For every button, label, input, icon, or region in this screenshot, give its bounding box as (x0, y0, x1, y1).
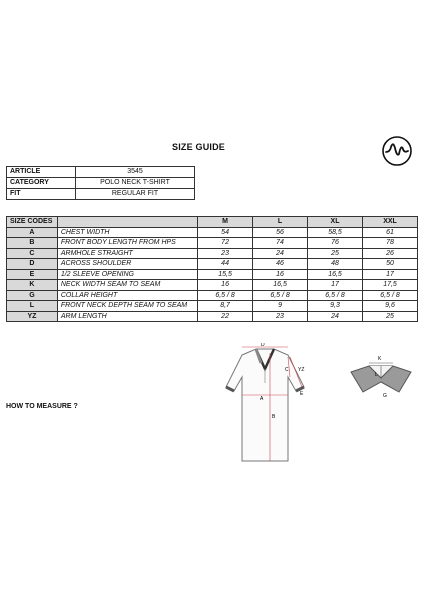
value-xxl: 50 (363, 259, 418, 270)
value-xl: 76 (308, 238, 363, 249)
measurement-description: ARMHOLE STRAIGHT (57, 248, 197, 259)
size-chart-header-row (7, 217, 418, 228)
collar-label-k: K (378, 356, 382, 362)
header-size-xxl: XXL (363, 217, 418, 228)
value-l: 74 (253, 238, 308, 249)
header-size-l: L (253, 217, 308, 228)
brand-logo-icon (381, 135, 413, 167)
size-code: G (7, 290, 58, 301)
article-info-table (6, 166, 195, 200)
value-xxl: 78 (363, 238, 418, 249)
measurement-description: COLLAR HEIGHT (57, 290, 197, 301)
value-m: 54 (198, 227, 253, 238)
measurement-description: NECK WIDTH SEAM TO SEAM (57, 280, 197, 291)
value-xl: 6,5 / 8 (308, 290, 363, 301)
info-value: REGULAR FIT (76, 189, 195, 200)
value-m: 8,7 (198, 301, 253, 312)
value-xxl: 6,5 / 8 (363, 290, 418, 301)
value-xl: 25 (308, 248, 363, 259)
table-row (7, 311, 418, 322)
value-xxl: 25 (363, 311, 418, 322)
value-m: 6,5 / 8 (198, 290, 253, 301)
info-key: FIT (7, 189, 76, 200)
measurement-description: CHEST WIDTH (57, 227, 197, 238)
info-value: 3545 (76, 167, 195, 178)
diagram-label-a: A (260, 396, 264, 402)
how-to-measure-heading: HOW TO MEASURE ? (6, 403, 78, 410)
table-row (7, 269, 418, 280)
info-value: POLO NECK T-SHIRT (76, 178, 195, 189)
value-l: 46 (253, 259, 308, 270)
diagram-label-d: D (261, 343, 265, 348)
info-row (7, 167, 195, 178)
collar-label-l: L (375, 372, 378, 378)
polo-shirt-diagram (220, 343, 310, 468)
value-m: 23 (198, 248, 253, 259)
value-m: 15,5 (198, 269, 253, 280)
value-l: 23 (253, 311, 308, 322)
header-size-codes: SIZE CODES (7, 217, 58, 228)
size-code: B (7, 238, 58, 249)
diagram-label-c: C (285, 367, 289, 373)
value-l: 16,5 (253, 280, 308, 291)
table-row (7, 290, 418, 301)
value-l: 24 (253, 248, 308, 259)
value-xl: 58,5 (308, 227, 363, 238)
size-code: L (7, 301, 58, 312)
value-xxl: 9,6 (363, 301, 418, 312)
value-xxl: 17 (363, 269, 418, 280)
size-chart-table (6, 216, 418, 322)
diagram-label-b: B (272, 414, 276, 420)
collar-diagram (345, 352, 417, 402)
measurement-description: ACROSS SHOULDER (57, 259, 197, 270)
measurement-description: 1/2 SLEEVE OPENING (57, 269, 197, 280)
diagram-label-yz: YZ (298, 367, 305, 373)
value-xl: 17 (308, 280, 363, 291)
size-code: C (7, 248, 58, 259)
value-xxl: 26 (363, 248, 418, 259)
size-code: YZ (7, 311, 58, 322)
measurement-description: ARM LENGTH (57, 311, 197, 322)
value-m: 16 (198, 280, 253, 291)
value-xl: 24 (308, 311, 363, 322)
value-xxl: 17,5 (363, 280, 418, 291)
collar-label-g: G (383, 393, 387, 399)
info-row (7, 178, 195, 189)
value-l: 56 (253, 227, 308, 238)
table-row (7, 238, 418, 249)
size-code: E (7, 269, 58, 280)
value-xl: 9,3 (308, 301, 363, 312)
value-l: 6,5 / 8 (253, 290, 308, 301)
table-row (7, 259, 418, 270)
header-description (57, 217, 197, 228)
value-l: 16 (253, 269, 308, 280)
size-code: K (7, 280, 58, 291)
value-m: 44 (198, 259, 253, 270)
table-row (7, 301, 418, 312)
measurement-description: FRONT BODY LENGTH FROM HPS (57, 238, 197, 249)
size-code: D (7, 259, 58, 270)
value-m: 72 (198, 238, 253, 249)
table-row (7, 280, 418, 291)
info-key: ARTICLE (7, 167, 76, 178)
header-size-xl: XL (308, 217, 363, 228)
value-xl: 48 (308, 259, 363, 270)
measurement-description: FRONT NECK DEPTH SEAM TO SEAM (57, 301, 197, 312)
value-l: 9 (253, 301, 308, 312)
size-code: A (7, 227, 58, 238)
table-row (7, 227, 418, 238)
header-size-m: M (198, 217, 253, 228)
page-title: SIZE GUIDE (172, 142, 226, 152)
value-xl: 16,5 (308, 269, 363, 280)
table-row (7, 248, 418, 259)
info-row (7, 189, 195, 200)
diagram-label-e: E (300, 391, 304, 397)
info-key: CATEGORY (7, 178, 76, 189)
value-m: 22 (198, 311, 253, 322)
value-xxl: 61 (363, 227, 418, 238)
